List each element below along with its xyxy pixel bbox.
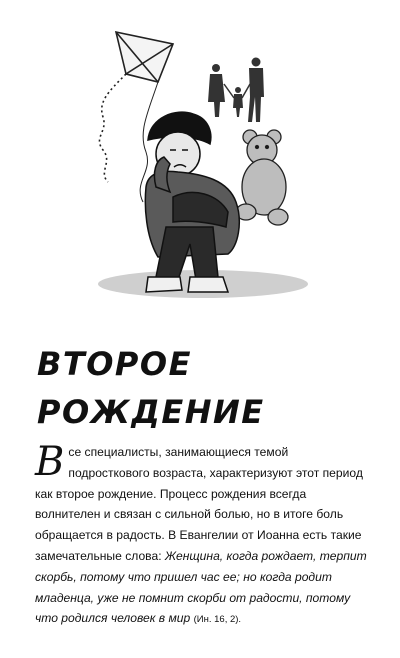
chapter-title bbox=[37, 340, 265, 436]
gospel-quote: Женщина, когда рождает, терпит скорбь, потому что пришел час ее; но когда родит младенца, уже не помнит скорби от радости, потому что родился человек в мир bbox=[35, 548, 367, 626]
paragraph bbox=[35, 439, 368, 631]
chapter-title-line-1: ВТОРОЕ bbox=[37, 345, 192, 383]
sad-boy-figure bbox=[145, 112, 239, 292]
illustration bbox=[78, 22, 328, 327]
chapter-title-line-2: РОЖДЕНИЕ bbox=[37, 393, 265, 431]
paragraph-text: се специалисты, занимающиеся темой подросткового возраста, характеризуют этот период как второе рождение. Процесс рождения всегда волнителен и связан с сильной болью, но в итоге боль обращается в радость. В Евангелии от Иоанна есть такие замечательные слова: bbox=[35, 445, 363, 563]
drop-cap: В bbox=[35, 439, 65, 485]
teddy-bear-icon bbox=[236, 130, 288, 225]
body-paragraph bbox=[35, 439, 368, 631]
family-silhouette-icon bbox=[208, 58, 264, 123]
scripture-reference: (Ин. 16, 2). bbox=[193, 614, 242, 626]
